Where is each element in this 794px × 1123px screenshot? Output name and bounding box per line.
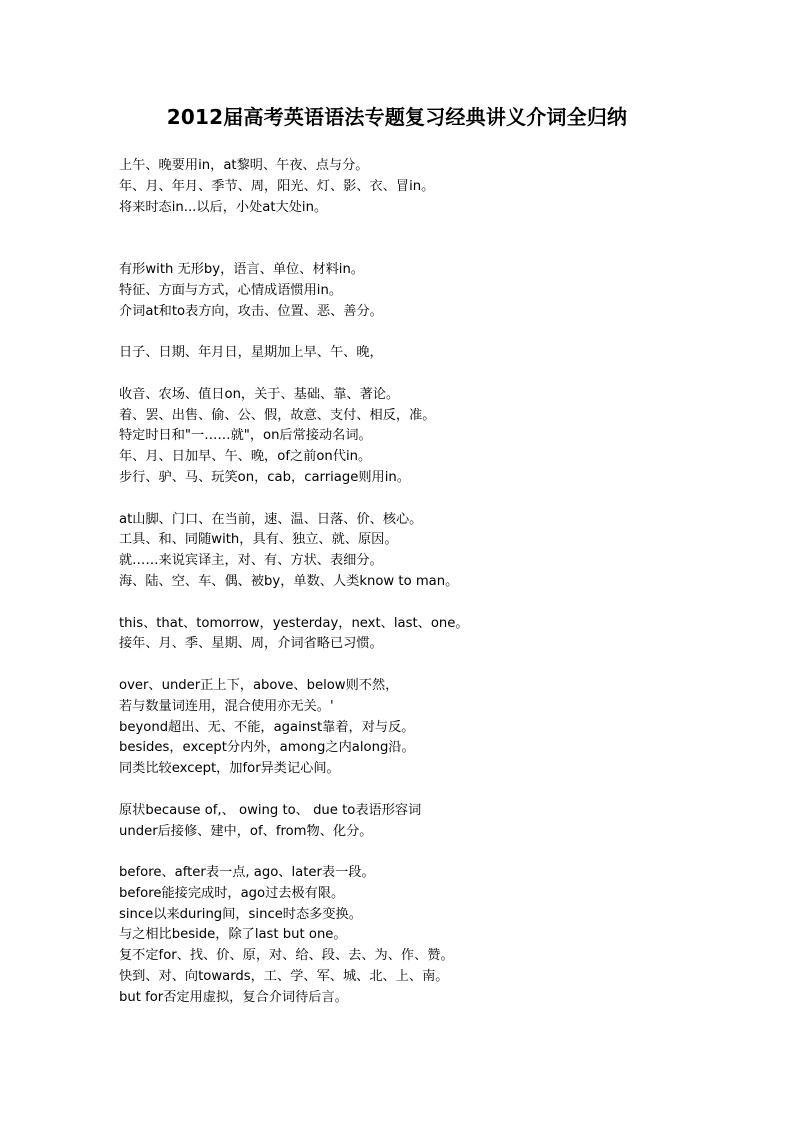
text-line: 接年、月、季、星期、周，介词省略已习惯。 xyxy=(119,636,383,652)
text-line: 同类比较except，加for异类记心间。 xyxy=(119,761,340,777)
text-line: 原状because of,、 owing to、 due to表语形容词 xyxy=(119,802,422,818)
text-line: 年、月、日加早、午、晚，of之前on代in。 xyxy=(119,449,372,465)
text-line: 着、罢、出售、偷、公、假，故意、支付、相反，准。 xyxy=(119,407,436,423)
text-line: 介词at和to表方向，攻击、位置、恶、善分。 xyxy=(119,303,383,319)
text-line: beyond超出、无、不能，against靠着，对与反。 xyxy=(119,719,415,735)
text-line: 收音、农场、值日on，关于、基础、靠、著论。 xyxy=(119,386,400,402)
text-line: since以来during间，since时态多变换。 xyxy=(119,906,362,922)
text-line: 特定时日和"一……就"，on后常接动名词。 xyxy=(119,428,372,444)
paragraph-gap xyxy=(119,489,759,510)
paragraph-gap xyxy=(119,842,759,863)
text-line: 与之相比beside，除了last but one。 xyxy=(119,927,347,943)
text-line: 将来时态in...以后，小处at大处in。 xyxy=(119,199,328,215)
text-line: 快到、对、向towards，工、学、军、城、北、上、南。 xyxy=(119,969,449,985)
paragraph-gap xyxy=(119,593,759,614)
text-line: 复不定for、找、价、原，对、给、段、去、为、作、赞。 xyxy=(119,948,454,964)
text-line: 上午、晚要用in，at黎明、午夜、点与分。 xyxy=(119,158,369,173)
text-line: 日子、日期、年月日，星期加上早、午、晚， xyxy=(119,345,383,361)
text-line: besides，except分内外，among之内along沿。 xyxy=(119,740,415,756)
document-body xyxy=(119,156,759,1009)
paragraph-gap xyxy=(119,218,759,260)
text-line: this、that、tomorrow，yesterday，next、last、one。 xyxy=(119,615,469,631)
text-line: 工具、和、同随with，具有、独立、就、原因。 xyxy=(119,532,398,548)
text-line: under后接修、建中，of、from物、化分。 xyxy=(119,823,373,839)
text-line: 若与数量词连用，混合使用亦无关。' xyxy=(119,698,334,714)
text-line: 有形with 无形by，语言、单位、材料in。 xyxy=(119,261,364,277)
paragraph-gap xyxy=(119,364,759,385)
text-line: 步行、驴、马、玩笑on，cab，carriage则用in。 xyxy=(119,469,410,485)
text-line: 年、月、年月、季节、周，阳光、灯、影、衣、冒in。 xyxy=(119,178,435,194)
paragraph-gap xyxy=(119,780,759,801)
document-title: 2012届高考英语语法专题复习经典讲义介词全归纳 xyxy=(166,105,628,129)
paragraph-gap xyxy=(119,322,759,343)
text-line: before、after表一点, ago、later表一段。 xyxy=(119,865,375,881)
text-line: but for否定用虚拟，复合介词待后言。 xyxy=(119,989,348,1005)
text-line: before能接完成时，ago过去极有限。 xyxy=(119,885,345,901)
text-line: 海、陆、空、车、偶、被by，单数、人类know to man。 xyxy=(119,573,459,589)
text-line: over、under正上下，above、below则不然， xyxy=(119,677,399,693)
paragraph-gap xyxy=(119,655,759,676)
text-line: 特征、方面与方式，心情成语惯用in。 xyxy=(119,282,343,298)
text-line: at山脚、门口、在当前，速、温、日落、价、核心。 xyxy=(119,511,423,527)
text-line: 就……来说宾译主，对、有、方状、表细分。 xyxy=(119,553,383,569)
